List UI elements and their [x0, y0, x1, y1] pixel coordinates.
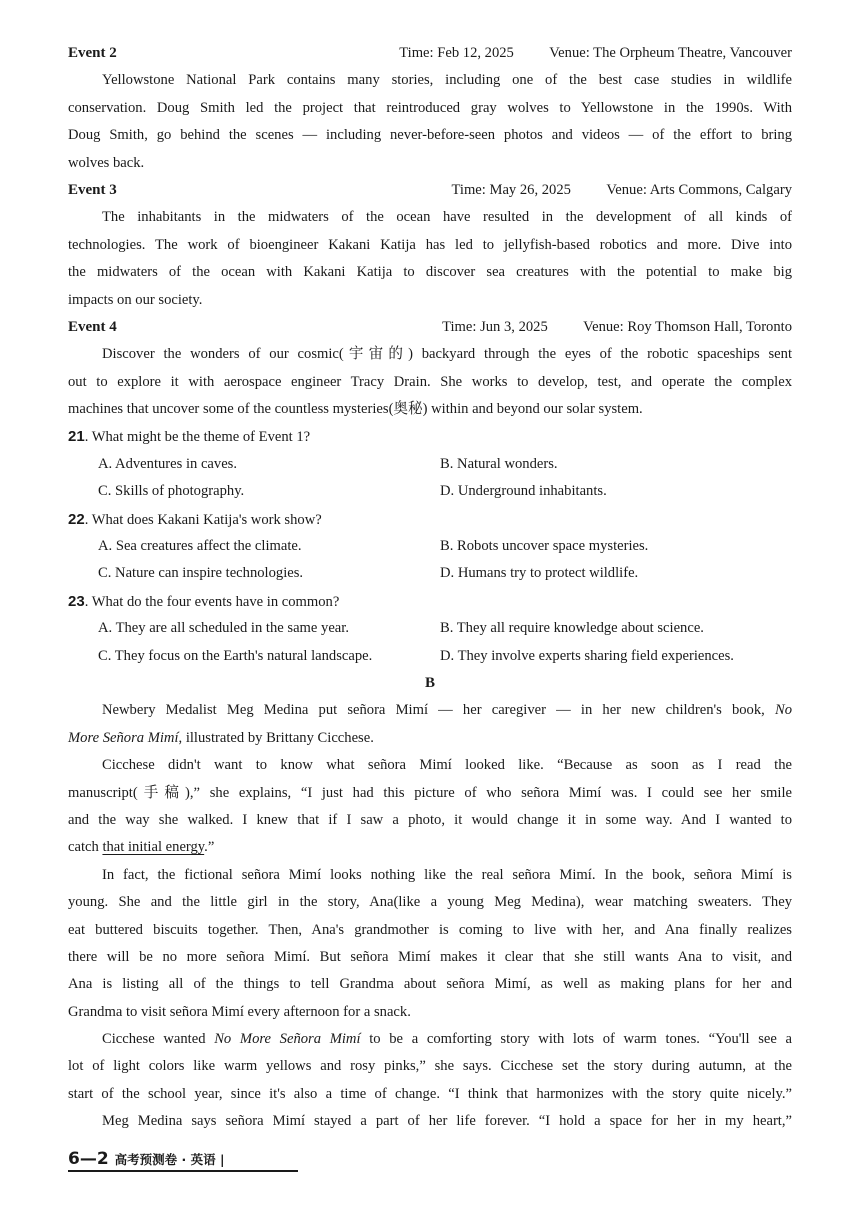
question-23	[68, 588, 792, 615]
question-number: 21	[68, 428, 85, 446]
option-d[interactable]: D. They involve experts sharing field experiences.	[440, 647, 734, 664]
text-line: the midwaters of the ocean with Kakani Katija to discover sea creatures with the potential to make big	[68, 264, 792, 281]
text-line: Cicchese didn't want to know what señora Mimí looked like. “Because as soon as I read the	[102, 757, 792, 774]
event-time: Time: May 26, 2025	[451, 181, 571, 198]
text-line: wolves back.	[68, 154, 145, 171]
text-line: conservation. Doug Smith led the project that reintroduced gray wolves to Yellowstone in the 1990s. With	[68, 99, 792, 116]
option-d[interactable]: D. Humans try to protect wildlife.	[440, 565, 639, 582]
text-line: Yellowstone National Park contains many stories, including one of the best case studies in wildlife	[102, 72, 792, 89]
options-row	[68, 451, 792, 478]
text-line: out to explore it with aerospace engineer Tracy Drain. She works to develop, test, and operate the complex	[68, 373, 792, 390]
text-line: eat buttered biscuits together. Then, Ana's grandmother is coming to live with her, and Ana finally realizes	[68, 921, 792, 938]
question-number: 22	[68, 510, 85, 528]
text-line: Ana is listing all of the things to tell Grandma about señora Mimí, as well as making plans for her and	[68, 976, 792, 993]
options-row	[68, 615, 792, 642]
text-line	[68, 834, 792, 861]
text-line: manuscript(手稿),” she explains, “I just had this picture of who señora Mimí was. I could see her smile	[68, 784, 792, 801]
event-2-header	[68, 40, 792, 67]
text-line: Meg Medina says señora Mimí stayed a part of her life forever. “I hold a space for her in my heart,”	[102, 1113, 792, 1130]
page-footer	[68, 1146, 298, 1172]
question-text: . What does Kakani Katija's work show?	[84, 511, 322, 528]
text-line: In fact, the fictional señora Mimí looks nothing like the real señora Mimí. In the book, señora Mimí is	[102, 866, 792, 883]
options-row	[68, 478, 792, 505]
text-line: Grandma to visit señora Mimí every afternoon for a snack.	[68, 1003, 411, 1020]
option-b[interactable]: B. Robots uncover space mysteries.	[440, 538, 649, 555]
text-line: The inhabitants in the midwaters of the ocean have resulted in the development of all kinds of	[102, 209, 792, 226]
text-span: Newbery Medalist Meg Medina put señora Mimí — her caregiver — in her new children's book,	[102, 702, 765, 719]
text-span: .”	[204, 839, 215, 856]
book-title: More Señora Mimí	[68, 729, 179, 746]
option-c[interactable]: C. Skills of photography.	[98, 483, 245, 500]
text-line	[68, 725, 792, 752]
book-title: No	[774, 702, 792, 719]
event-label: Event 4	[68, 318, 117, 335]
event-meta	[451, 177, 792, 204]
text-line	[68, 697, 792, 724]
text-span: catch	[68, 839, 103, 856]
text-line: Discover the wonders of our cosmic(宇宙的) backyard through the eyes of the robotic spaceships sent	[102, 346, 792, 363]
text-line: impacts on our society.	[68, 291, 203, 308]
option-b[interactable]: B. Natural wonders.	[440, 455, 558, 472]
event-time: Time: Feb 12, 2025	[399, 45, 514, 61]
page-number: 6—2	[68, 1149, 109, 1169]
event-label: Event 3	[68, 181, 117, 198]
question-text: . What do the four events have in common?	[84, 593, 340, 610]
text-span: Cicchese wanted	[102, 1031, 215, 1048]
text-span: , illustrated by Brittany Cicchese.	[178, 729, 374, 746]
text-line: machines that uncover some of the countless mysteries(奥秘) within and beyond our solar system.	[68, 401, 643, 418]
text-line: young. She and the little girl in the story, Ana(like a young Meg Medina), wear matching sweaters. They	[68, 894, 792, 911]
option-a[interactable]: A. Adventures in caves.	[98, 455, 238, 472]
event-label: Event 2	[68, 45, 117, 61]
question-number: 23	[68, 592, 85, 610]
event-venue: Venue: Arts Commons, Calgary	[606, 181, 792, 198]
text-line	[68, 1026, 792, 1053]
text-line: Doug Smith, go behind the scenes — including never-before-seen photos and videos — of the effort to bring	[68, 127, 792, 144]
text-line: there will be no more señora Mimí. But señora Mimí makes it clear that she still wants Ana to visit, and	[68, 948, 792, 965]
option-a[interactable]: A. Sea creatures affect the climate.	[98, 538, 302, 555]
options-row	[68, 560, 792, 587]
event-meta	[399, 40, 792, 67]
footer-text: 高考预测卷 · 英语 |	[114, 1152, 225, 1167]
option-a[interactable]: A. They are all scheduled in the same year.	[98, 620, 349, 637]
text-line: start of the school year, since it's also a time of change. “I think that harmonizes with the story quite nicely.”	[68, 1085, 792, 1102]
text-line: technologies. The work of bioengineer Kakani Katija has led to jellyfish-based robotics and more. Dive into	[68, 236, 792, 253]
text-line: and the way she walked. I knew that if I saw a photo, it would change it in some way. And I wanted to	[68, 811, 792, 828]
section-b-title: B	[424, 674, 435, 691]
option-d[interactable]: D. Underground inhabitants.	[440, 483, 607, 500]
text-line: lot of light colors like warm yellows and rosy pinks,” she says. Cicchese set the story during autumn, at the	[68, 1058, 792, 1075]
option-c[interactable]: C. They focus on the Earth's natural landscape.	[98, 647, 373, 664]
event-meta	[442, 314, 792, 341]
option-c[interactable]: C. Nature can inspire technologies.	[98, 565, 304, 582]
options-row	[68, 643, 792, 670]
event-4-header	[68, 314, 792, 341]
event-venue: Venue: Roy Thomson Hall, Toronto	[583, 318, 792, 335]
event-time: Time: Jun 3, 2025	[442, 318, 548, 335]
event-3-header	[68, 177, 792, 204]
option-b[interactable]: B. They all require knowledge about science.	[440, 620, 704, 637]
document-page	[68, 40, 792, 1136]
event-venue: Venue: The Orpheum Theatre, Vancouver	[549, 45, 792, 61]
question-text: . What might be the theme of Event 1?	[84, 429, 311, 446]
question-22	[68, 506, 792, 533]
book-title: No More Señora Mimí	[214, 1031, 361, 1048]
text-span: to be a comforting story with lots of warm tones. “You'll see a	[360, 1031, 792, 1048]
options-row	[68, 533, 792, 560]
underlined-phrase: that initial energy	[102, 839, 205, 856]
question-21	[68, 423, 792, 450]
